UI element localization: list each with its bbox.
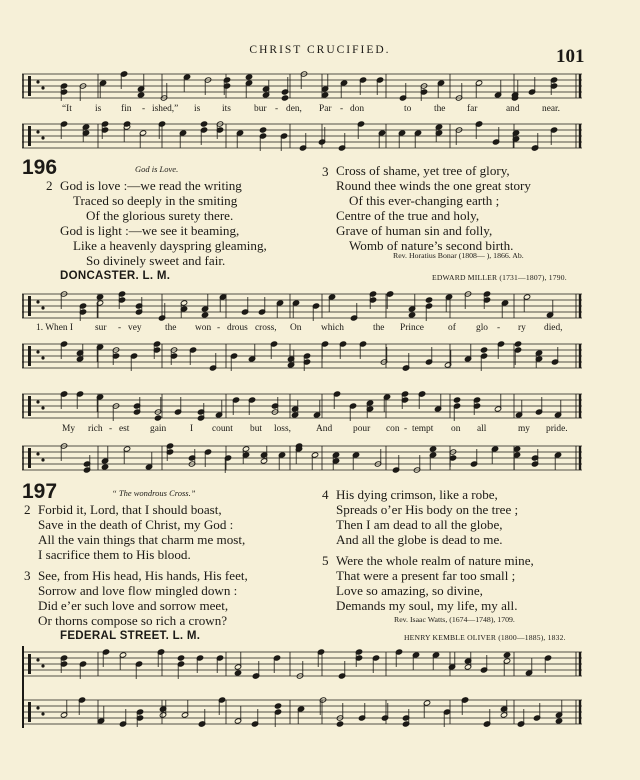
lyric-syllable: sur (95, 323, 107, 333)
lyric-syllable: all (477, 424, 487, 434)
lyric-syllable: ry (518, 323, 526, 333)
verse-line: Centre of the true and holy, (336, 208, 480, 223)
lyric-syllable: the (434, 104, 446, 114)
hymn-197-theme: “ The wondrous Cross.” (112, 488, 196, 498)
lyric-syllable: loss, (274, 424, 291, 434)
lyric-syllable: My (62, 424, 76, 434)
lyric-syllable: on (451, 424, 461, 434)
verse-line: Of this ever-changing earth ; (349, 193, 500, 208)
lyric-syllable: On (290, 323, 302, 333)
lyric-syllable: con (386, 424, 400, 434)
verse-line: Of the glorious surety there. (86, 208, 234, 223)
verse-line: That were a present far too small ; (336, 568, 516, 583)
verse-line: Cross of shame, yet tree of glory, (336, 163, 510, 178)
lyric-syllable: tempt (412, 424, 434, 434)
hymn-197-v3-number: 3 (24, 568, 31, 583)
staff-federal-bass (22, 694, 582, 728)
lyric-syllable: drous (227, 323, 248, 333)
lyric-syllable: cross, (255, 323, 277, 333)
hymn-197-credit: Rev. Isaac Watts, (1674—1748), 1709. (394, 615, 515, 624)
verse-line: So divinely sweet and fair. (86, 253, 226, 268)
verse-line: Like a heavenly dayspring gleaming, (73, 238, 267, 253)
lyric-syllable: which (321, 323, 344, 333)
verse-line: Grave of human sin and folly, (336, 223, 493, 238)
verse-line: Were the whole realm of nature mine, (336, 553, 534, 568)
lyric-syllable: I (190, 424, 194, 434)
staff-federal-treble (22, 646, 582, 680)
verse-line: Sorrow and love flow mingled down : (38, 583, 238, 598)
lyric-syllable: - (340, 104, 344, 114)
lyric-syllable: Prince (400, 323, 424, 333)
lyric-syllable: “It (62, 104, 72, 114)
hymn-number-197: 197 (22, 480, 58, 503)
staff-top-bass (22, 118, 582, 152)
verse-line: His dying crimson, like a robe, (336, 487, 498, 502)
verse-line: Then I am dead to all the globe, (336, 517, 503, 532)
hymn-197-v5-number: 5 (322, 553, 329, 568)
composer-doncaster: EDWARD MILLER (1731—1807), 1790. (432, 273, 567, 282)
composer-federal-street: HENRY KEMBLE OLIVER (1800—1885), 1832. (404, 633, 566, 642)
lyric-syllable: its (222, 104, 231, 114)
staff-top-treble (22, 68, 582, 102)
lyric-syllable: - (118, 323, 122, 333)
lyric-syllable: ished,” (152, 104, 179, 114)
system-bracket-federal (22, 646, 24, 728)
lyric-syllable: is (194, 104, 201, 114)
staff-doncaster-1-treble (22, 288, 582, 322)
page-number: 101 (556, 46, 585, 67)
staff-doncaster-2-treble (22, 388, 582, 422)
staff-doncaster-2-bass (22, 440, 582, 474)
hymn-197-v2-number: 2 (24, 502, 31, 517)
hymn-197-verse-3 (38, 568, 248, 628)
lyric-syllable: 1. When I (36, 323, 74, 333)
verse-line: See, from His head, His hands, His feet, (38, 568, 248, 583)
verse-line: I sacrifice them to His blood. (38, 547, 191, 562)
verse-line: Spreads o’er His body on the tree ; (336, 502, 519, 517)
hymn-196-theme: God is Love. (135, 164, 179, 174)
lyrics-top (0, 104, 640, 118)
lyric-syllable: to (404, 104, 412, 114)
lyric-syllable: won (195, 323, 212, 333)
verse-line: Demands my soul, my life, my all. (336, 598, 518, 613)
staff-doncaster-1-bass (22, 338, 582, 372)
lyric-syllable: bur (254, 104, 267, 114)
lyric-syllable: near. (542, 104, 560, 114)
hymn-197-verse-2 (38, 502, 245, 562)
hymn-number-196: 196 (22, 156, 58, 179)
lyric-syllable: vey (128, 323, 142, 333)
verse-line: Save in the death of Christ, my God : (38, 517, 234, 532)
lyric-syllable: the (165, 323, 177, 333)
lyric-syllable: - (217, 323, 221, 333)
lyric-syllable: pour (353, 424, 371, 434)
lyric-syllable: the (373, 323, 385, 333)
lyric-syllable: my (518, 424, 530, 434)
verse-line: God is light :—we see it beaming, (60, 223, 240, 238)
verse-line: Love so amazing, so divine, (336, 583, 483, 598)
lyric-syllable: est (119, 424, 130, 434)
verse-line: Traced so deeply in the smiting (73, 193, 238, 208)
hymn-196-verse-2 (60, 178, 267, 268)
lyrics-doncaster-2 (0, 424, 640, 438)
tune-name-federal-street: FEDERAL STREET. L. M. (60, 630, 201, 642)
lyric-syllable: - (109, 424, 113, 434)
hymn-196-v2-number: 2 (46, 178, 53, 193)
lyric-syllable: died, (544, 323, 563, 333)
hymn-196-verse-3 (336, 163, 531, 253)
lyric-syllable: count (212, 424, 233, 434)
lyric-syllable: and (506, 104, 520, 114)
lyric-syllable: is (95, 104, 102, 114)
hymn-197-v4-number: 4 (322, 487, 329, 502)
lyric-syllable: pride. (546, 424, 568, 434)
running-title: CHRIST CRUCIFIED. (249, 44, 391, 56)
verse-line: Round thee winds the one great story (336, 178, 531, 193)
lyric-syllable: glo (476, 323, 488, 333)
verse-line: God is love :—we read the writing (60, 178, 242, 193)
lyrics-doncaster-1 (0, 323, 640, 337)
verse-line: Forbid it, Lord, that I should boast, (38, 502, 222, 517)
lyric-syllable: - (404, 424, 408, 434)
lyric-syllable: of (448, 323, 456, 333)
lyric-syllable: - (142, 104, 146, 114)
verse-line: Did e’er such love and sorrow meet, (38, 598, 229, 613)
verse-line: All the vain things that charm me most, (38, 532, 246, 547)
lyric-syllable: - (275, 104, 279, 114)
lyric-syllable: don (350, 104, 365, 114)
verse-line: And all the globe is dead to me. (336, 532, 503, 547)
verse-line: Or thorns compose so rich a crown? (38, 613, 228, 628)
lyric-syllable: And (316, 424, 333, 434)
lyric-syllable: far (467, 104, 478, 114)
hymn-197-verse-5 (336, 553, 534, 613)
lyric-syllable: Par (319, 104, 332, 114)
lyric-syllable: but (250, 424, 262, 434)
lyric-syllable: fin (121, 104, 132, 114)
lyric-syllable: - (497, 323, 501, 333)
hymn-196-v3-number: 3 (322, 164, 329, 179)
lyric-syllable: den, (286, 104, 302, 114)
tune-name-doncaster: DONCASTER. L. M. (60, 270, 171, 282)
hymn-196-credit: Rev. Horatius Bonar (1808— ), 1866. Ab. (393, 251, 524, 260)
lyric-syllable: rich (88, 424, 103, 434)
verse-line: Womb of nature’s second birth. (349, 238, 514, 253)
lyric-syllable: gain (150, 424, 167, 434)
hymn-197-verse-4 (336, 487, 518, 547)
